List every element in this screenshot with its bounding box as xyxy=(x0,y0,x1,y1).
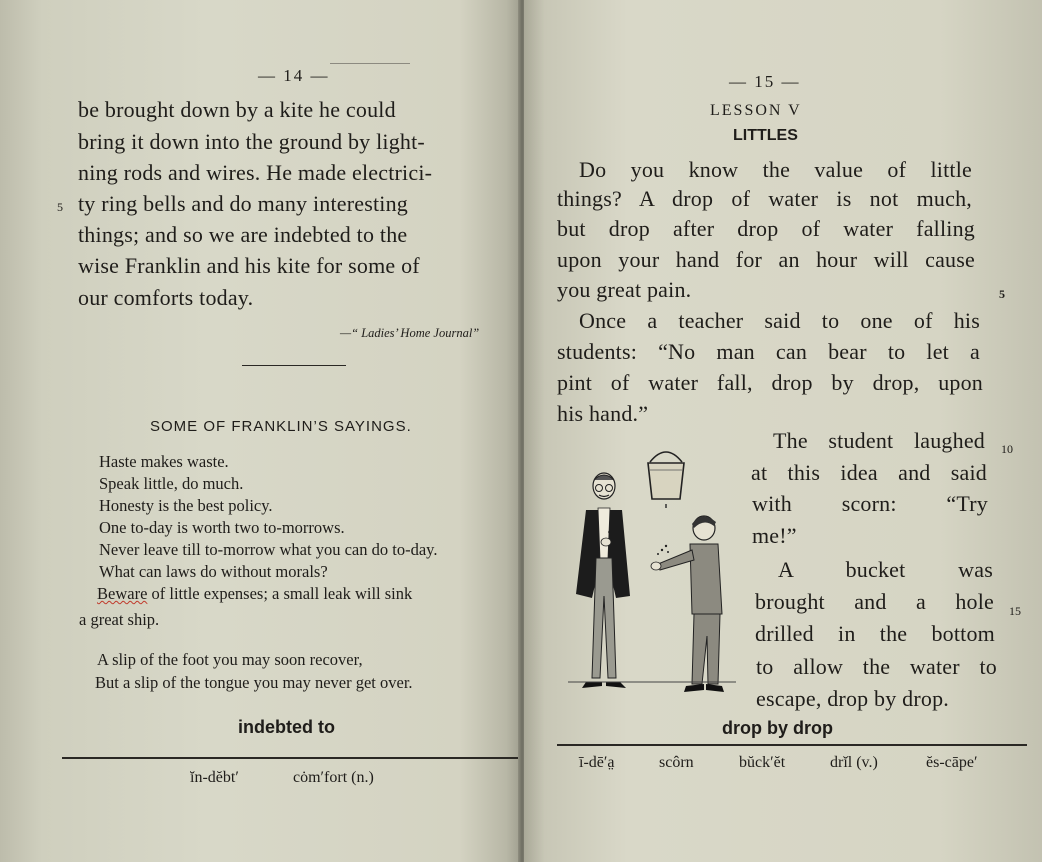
pronunciation: scôrn xyxy=(659,754,694,771)
text-line: brought and a hole xyxy=(755,589,994,614)
pronunciation: ī-dē′a̤ xyxy=(579,754,615,771)
pronunciation: ĕs-cāpe′ xyxy=(926,754,978,771)
saying-line: What can laws do without morals? xyxy=(99,562,328,581)
line-number-margin: 5 xyxy=(57,200,63,214)
text-line: students: “No man can bear to let a xyxy=(557,339,980,364)
text-line: at this idea and said xyxy=(751,460,987,485)
text-line: The student laughed xyxy=(773,428,985,453)
teacher-student-illustration xyxy=(568,446,748,708)
saying-line: Honesty is the best policy. xyxy=(99,496,273,515)
saying-line xyxy=(97,584,412,604)
text-line: be brought down by a kite he could xyxy=(78,97,396,122)
pronunciation: ĭn-dĕbt′ xyxy=(190,769,239,786)
text-line: me!” xyxy=(752,523,797,548)
section-divider xyxy=(242,365,346,366)
pronunciation: cȯm′fort (n.) xyxy=(293,769,374,786)
saying-line: One to-day is worth two to-morrows. xyxy=(99,518,345,537)
text-line: things; and so we are indebted to the xyxy=(78,222,408,247)
text-line: things? A drop of water is not much, xyxy=(557,186,972,211)
verse-line: A slip of the foot you may soon recover, xyxy=(97,650,363,669)
vocab-rule xyxy=(62,757,522,759)
page-number: — 15 — xyxy=(729,72,801,91)
line-number-margin: 10 xyxy=(1001,442,1013,456)
text-line: escape, drop by drop. xyxy=(756,686,949,711)
text-line: drilled in the bottom xyxy=(755,621,995,646)
sayings-heading: SOME OF FRANKLIN’S SAYINGS. xyxy=(150,418,412,435)
text-line: ty ring bells and do many interesting xyxy=(78,191,409,216)
student-figure-icon xyxy=(651,516,724,692)
saying-line: Never leave till to-morrow what you can do to-day. xyxy=(99,540,438,559)
text-line: A bucket was xyxy=(778,557,993,582)
saying-line: a great ship. xyxy=(79,610,160,629)
text-line: Once a teacher said to one of his xyxy=(579,308,980,333)
right-page xyxy=(524,0,1042,862)
saying-rest: of little expenses; a small leak will sink xyxy=(147,584,413,603)
text-line: ning rods and wires. He made electrici- xyxy=(78,160,433,185)
text-line: upon your hand for an hour will cause xyxy=(557,247,975,272)
text-line: bring it down into the ground by light- xyxy=(78,129,425,154)
verse-line: But a slip of the tongue you may never get over. xyxy=(95,673,413,692)
page-number: — 14 — xyxy=(258,66,330,85)
text-line: but drop after drop of water falling xyxy=(557,216,975,241)
line-number-margin: 5 xyxy=(999,287,1005,301)
pronunciation: bŭck′ĕt xyxy=(739,754,786,771)
spelling-underlined-word: Beware xyxy=(97,584,148,603)
text-line: his hand.” xyxy=(557,401,649,426)
text-line: Do you know the value of little xyxy=(579,157,972,182)
saying-line: Haste makes waste. xyxy=(99,452,229,471)
text-line: with scorn: “Try xyxy=(752,491,988,516)
vocab-heading: indebted to xyxy=(238,717,335,737)
vocab-heading: drop by drop xyxy=(722,718,833,738)
teacher-figure-icon xyxy=(576,473,630,688)
source-credit: —“ Ladies’ Home Journal” xyxy=(340,326,480,340)
line-number-margin: 15 xyxy=(1009,604,1021,618)
lesson-number: LESSON V xyxy=(710,102,802,119)
vocab-rule xyxy=(557,744,1027,746)
text-line: to allow the water to xyxy=(756,654,997,679)
text-line: our comforts today. xyxy=(78,285,254,310)
text-line: pint of water fall, drop by drop, upon xyxy=(557,370,983,395)
hanging-bucket-icon xyxy=(648,452,684,508)
lesson-title: LITTLES xyxy=(733,127,798,144)
saying-line: Speak little, do much. xyxy=(99,474,244,493)
text-line: wise Franklin and his kite for some of xyxy=(78,253,420,278)
text-line: you great pain. xyxy=(557,277,692,302)
header-pencil-line xyxy=(330,63,410,64)
pronunciation: drĭl (v.) xyxy=(830,754,878,771)
